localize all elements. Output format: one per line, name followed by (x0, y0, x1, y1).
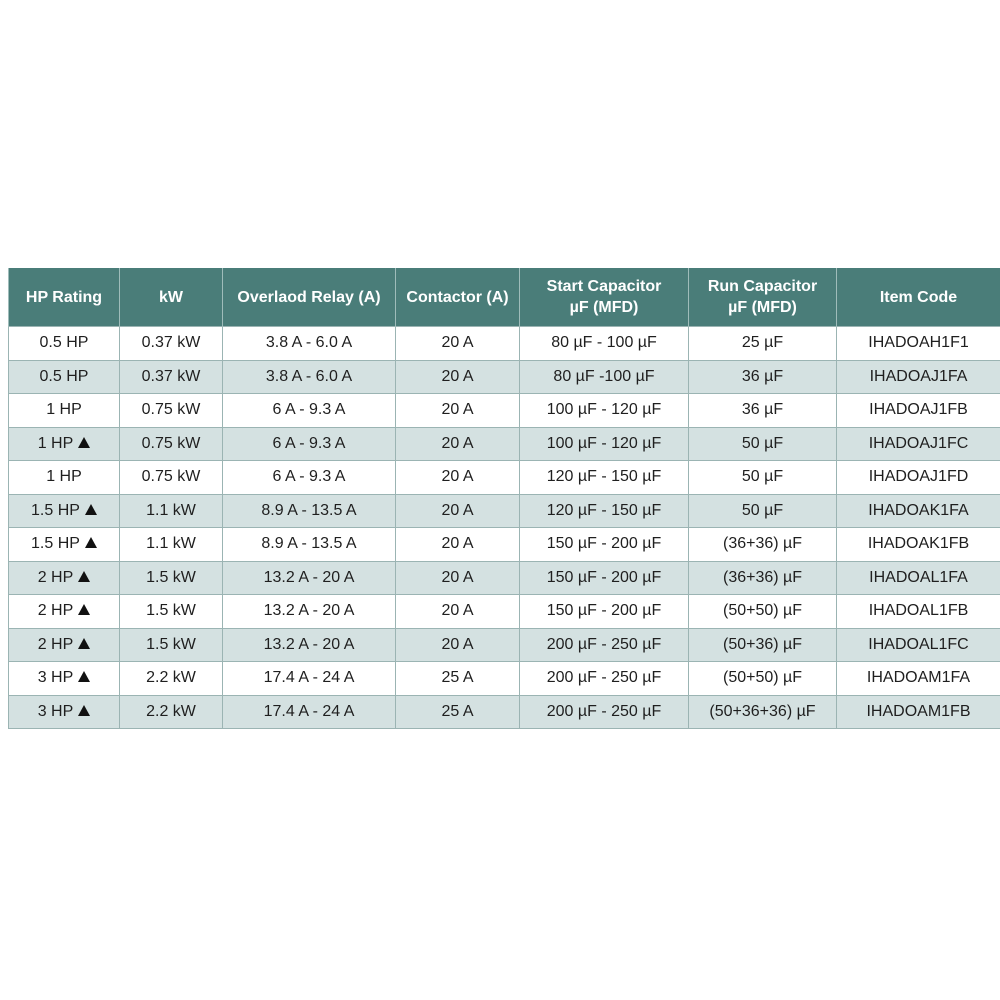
overload-relay-cell (223, 327, 396, 361)
header-unit-label: µF (MFD) (569, 299, 639, 316)
run-capacitor-cell (689, 662, 837, 696)
run-capacitor-cell (689, 394, 837, 428)
kw-cell-text: 2.2 kW (146, 702, 196, 720)
contactor-cell (396, 695, 520, 729)
start-capacitor-header (520, 268, 689, 327)
kw-cell (120, 628, 223, 662)
start-capacitor-cell-text: 150 µF - 200 µF (546, 568, 662, 586)
start-capacitor-cell-text: 80 µF -100 µF (553, 367, 655, 385)
hp-rating-cell (9, 561, 120, 595)
header-label: Contactor (A) (406, 288, 509, 306)
header-row (9, 268, 1000, 327)
overload-relay-cell-text: 17.4 A - 24 A (263, 669, 355, 687)
overload-relay-cell-text: 13.2 A - 20 A (263, 635, 355, 653)
start-capacitor-cell-text: 200 µF - 250 µF (546, 702, 662, 720)
contactor-cell-text: 20 A (441, 367, 474, 385)
overload-relay-cell-text: 8.9 A - 13.5 A (261, 501, 357, 519)
overload-relay-cell (223, 360, 396, 394)
start-capacitor-cell (520, 628, 689, 662)
kw-cell (120, 461, 223, 495)
kw-cell (120, 394, 223, 428)
hp-rating-cell (9, 595, 120, 629)
start-capacitor-cell (520, 394, 689, 428)
item-code-cell-text: IHADOAJ1FD (868, 468, 969, 486)
kw-cell-text: 1.1 kW (146, 501, 196, 519)
hp-rating-cell-text: 1 HP (37, 434, 74, 452)
start-capacitor-cell (520, 561, 689, 595)
start-capacitor-cell (520, 595, 689, 629)
kw-cell (120, 360, 223, 394)
contactor-cell-text: 20 A (441, 535, 474, 553)
contactor-cell (396, 662, 520, 696)
hp-rating-cell-text: 0.5 HP (39, 334, 89, 352)
header-label: HP Rating (25, 288, 103, 306)
hp-rating-cell (9, 662, 120, 696)
contactor-cell-text: 20 A (441, 401, 474, 419)
start-capacitor-cell-text: 100 µF - 120 µF (546, 401, 662, 419)
hp-rating-header (9, 268, 120, 327)
overload-relay-cell (223, 394, 396, 428)
overload-relay-cell (223, 528, 396, 562)
start-capacitor-cell-text: 120 µF - 150 µF (546, 468, 662, 486)
table-row (9, 662, 1000, 696)
header-label: Overlaod Relay (A) (237, 288, 381, 306)
item-code-cell-text: IHADOAJ1FA (869, 367, 968, 385)
contactor-cell (396, 494, 520, 528)
kw-cell (120, 595, 223, 629)
table-row (9, 528, 1000, 562)
item-code-cell (837, 494, 1000, 528)
overload-relay-cell-text: 6 A - 9.3 A (272, 468, 346, 486)
kw-cell (120, 494, 223, 528)
overload-relay-cell (223, 427, 396, 461)
overload-relay-cell-text: 13.2 A - 20 A (263, 602, 355, 620)
start-capacitor-cell (520, 695, 689, 729)
item-code-cell (837, 561, 1000, 595)
hp-rating-cell (9, 494, 120, 528)
run-capacitor-cell-text: 50 µF (741, 501, 784, 519)
hp-rating-cell (9, 528, 120, 562)
item-code-cell (837, 427, 1000, 461)
contactor-cell (396, 595, 520, 629)
triangle-marker-icon (78, 571, 90, 582)
kw-cell-text: 0.37 kW (141, 367, 201, 385)
start-capacitor-cell (520, 360, 689, 394)
kw-cell-text: 0.75 kW (141, 468, 201, 486)
run-capacitor-header (689, 268, 837, 327)
table-row (9, 628, 1000, 662)
overload-relay-cell (223, 461, 396, 495)
item-code-cell-text: IHADOAK1FB (867, 535, 970, 553)
start-capacitor-cell-text: 100 µF - 120 µF (546, 434, 662, 452)
overload-relay-cell-text: 8.9 A - 13.5 A (261, 535, 357, 553)
header-label: Item Code (879, 288, 958, 306)
item-code-cell-text: IHADOAK1FA (868, 501, 969, 519)
run-capacitor-cell (689, 695, 837, 729)
table-row (9, 394, 1000, 428)
contactor-cell-text: 20 A (441, 468, 474, 486)
hp-rating-cell (9, 394, 120, 428)
item-code-cell-text: IHADOAM1FA (866, 669, 971, 687)
contactor-cell-text: 20 A (441, 501, 474, 519)
item-code-cell-text: IHADOAM1FB (866, 702, 971, 720)
overload-relay-cell (223, 595, 396, 629)
kw-cell-text: 1.5 kW (146, 568, 196, 586)
hp-rating-cell-text: 2 HP (37, 635, 74, 653)
contactor-cell-text: 25 A (441, 669, 474, 687)
run-capacitor-cell-text: 25 µF (741, 334, 784, 352)
hp-rating-cell-text: 0.5 HP (39, 367, 89, 385)
triangle-marker-icon (78, 437, 90, 448)
start-capacitor-cell (520, 461, 689, 495)
contactor-cell-text: 25 A (441, 702, 474, 720)
start-capacitor-cell (520, 327, 689, 361)
hp-rating-cell (9, 360, 120, 394)
overload-relay-cell-text: 13.2 A - 20 A (263, 568, 355, 586)
run-capacitor-cell (689, 427, 837, 461)
hp-rating-cell (9, 427, 120, 461)
kw-cell-text: 0.37 kW (141, 334, 201, 352)
item-code-cell (837, 595, 1000, 629)
contactor-cell (396, 327, 520, 361)
contactor-cell-text: 20 A (441, 602, 474, 620)
start-capacitor-cell-text: 80 µF - 100 µF (551, 334, 657, 352)
contactor-cell (396, 528, 520, 562)
header-label: kW (159, 288, 183, 306)
overload-relay-header (223, 268, 396, 327)
kw-cell (120, 427, 223, 461)
hp-rating-cell (9, 327, 120, 361)
table-row (9, 595, 1000, 629)
item-code-cell-text: IHADOAL1FA (869, 568, 968, 586)
start-capacitor-cell-text: 200 µF - 250 µF (546, 669, 662, 687)
kw-cell (120, 662, 223, 696)
kw-cell-text: 1.1 kW (146, 535, 196, 553)
kw-cell-text: 1.5 kW (146, 602, 196, 620)
overload-relay-cell-text: 3.8 A - 6.0 A (265, 367, 353, 385)
header-label: Run Capacitor (707, 278, 818, 295)
contactor-cell (396, 427, 520, 461)
run-capacitor-cell-text: (36+36) µF (722, 568, 803, 586)
hp-rating-cell-text: 2 HP (37, 568, 74, 586)
run-capacitor-cell (689, 360, 837, 394)
run-capacitor-cell-text: (50+50) µF (722, 602, 803, 620)
triangle-marker-icon (78, 671, 90, 682)
table-body (9, 327, 1000, 729)
overload-relay-cell-text: 6 A - 9.3 A (272, 434, 346, 452)
contactor-cell-text: 20 A (441, 334, 474, 352)
overload-relay-cell-text: 6 A - 9.3 A (272, 401, 346, 419)
contactor-cell (396, 394, 520, 428)
start-capacitor-cell-text: 120 µF - 150 µF (546, 501, 662, 519)
hp-rating-cell-text: 1.5 HP (31, 501, 80, 519)
run-capacitor-cell (689, 628, 837, 662)
table-row (9, 695, 1000, 729)
item-code-cell (837, 662, 1000, 696)
run-capacitor-cell-text: 50 µF (741, 468, 784, 486)
item-code-cell (837, 528, 1000, 562)
start-capacitor-cell (520, 662, 689, 696)
specification-table (8, 268, 1000, 729)
run-capacitor-cell-text: 36 µF (741, 401, 784, 419)
kw-cell (120, 528, 223, 562)
hp-rating-cell (9, 695, 120, 729)
item-code-cell-text: IHADOAJ1FB (869, 401, 968, 419)
triangle-marker-icon (78, 705, 90, 716)
overload-relay-cell (223, 628, 396, 662)
overload-relay-cell (223, 695, 396, 729)
run-capacitor-cell (689, 528, 837, 562)
overload-relay-cell-text: 17.4 A - 24 A (263, 702, 355, 720)
run-capacitor-cell-text: 36 µF (741, 367, 784, 385)
triangle-marker-icon (78, 638, 90, 649)
hp-rating-cell-text: 3 HP (37, 669, 74, 687)
run-capacitor-cell (689, 327, 837, 361)
item-code-cell (837, 695, 1000, 729)
item-code-cell (837, 628, 1000, 662)
item-code-cell-text: IHADOAH1F1 (868, 334, 969, 352)
contactor-cell (396, 561, 520, 595)
kw-cell (120, 561, 223, 595)
kw-cell-text: 1.5 kW (146, 635, 196, 653)
run-capacitor-cell (689, 561, 837, 595)
item-code-cell (837, 394, 1000, 428)
hp-rating-cell (9, 461, 120, 495)
hp-rating-cell-text: 3 HP (37, 702, 74, 720)
contactor-cell (396, 360, 520, 394)
run-capacitor-cell-text: (50+36) µF (722, 635, 803, 653)
overload-relay-cell (223, 494, 396, 528)
start-capacitor-cell (520, 494, 689, 528)
kw-cell-text: 0.75 kW (141, 401, 201, 419)
table-row (9, 360, 1000, 394)
contactor-cell-text: 20 A (441, 568, 474, 586)
run-capacitor-cell-text: 50 µF (741, 434, 784, 452)
contactor-cell (396, 628, 520, 662)
overload-relay-cell (223, 561, 396, 595)
hp-rating-cell-text: 2 HP (37, 602, 74, 620)
run-capacitor-cell (689, 595, 837, 629)
overload-relay-cell-text: 3.8 A - 6.0 A (265, 334, 353, 352)
kw-cell-text: 2.2 kW (146, 669, 196, 687)
contactor-cell-text: 20 A (441, 635, 474, 653)
run-capacitor-cell (689, 494, 837, 528)
item-code-cell-text: IHADOAL1FC (868, 635, 969, 653)
table-row (9, 494, 1000, 528)
triangle-marker-icon (78, 604, 90, 615)
kw-cell (120, 695, 223, 729)
table-row (9, 427, 1000, 461)
triangle-marker-icon (85, 537, 97, 548)
header-unit-label: µF (MFD) (728, 299, 797, 316)
item-code-cell-text: IHADOAJ1FC (868, 434, 969, 452)
header-label: Start Capacitor (546, 278, 662, 295)
run-capacitor-cell-text: (50+36+36) µF (709, 702, 816, 720)
run-capacitor-cell-text: (50+50) µF (722, 669, 803, 687)
item-code-cell (837, 327, 1000, 361)
start-capacitor-cell-text: 200 µF - 250 µF (546, 635, 662, 653)
item-code-header (837, 268, 1000, 327)
run-capacitor-cell (689, 461, 837, 495)
hp-rating-cell (9, 628, 120, 662)
item-code-cell (837, 461, 1000, 495)
table-row (9, 327, 1000, 361)
contactor-cell-text: 20 A (441, 434, 474, 452)
hp-rating-cell-text: 1 HP (46, 401, 82, 419)
contactor-cell (396, 461, 520, 495)
triangle-marker-icon (85, 504, 97, 515)
overload-relay-cell (223, 662, 396, 696)
start-capacitor-cell (520, 427, 689, 461)
kw-cell-text: 0.75 kW (141, 434, 201, 452)
hp-rating-cell-text: 1 HP (46, 468, 82, 486)
item-code-cell (837, 360, 1000, 394)
contactor-header (396, 268, 520, 327)
kw-header (120, 268, 223, 327)
start-capacitor-cell (520, 528, 689, 562)
run-capacitor-cell-text: (36+36) µF (722, 535, 803, 553)
table-row (9, 461, 1000, 495)
kw-cell (120, 327, 223, 361)
start-capacitor-cell-text: 150 µF - 200 µF (546, 602, 662, 620)
item-code-cell-text: IHADOAL1FB (868, 602, 969, 620)
start-capacitor-cell-text: 150 µF - 200 µF (546, 535, 662, 553)
table-row (9, 561, 1000, 595)
hp-rating-cell-text: 1.5 HP (31, 535, 80, 553)
